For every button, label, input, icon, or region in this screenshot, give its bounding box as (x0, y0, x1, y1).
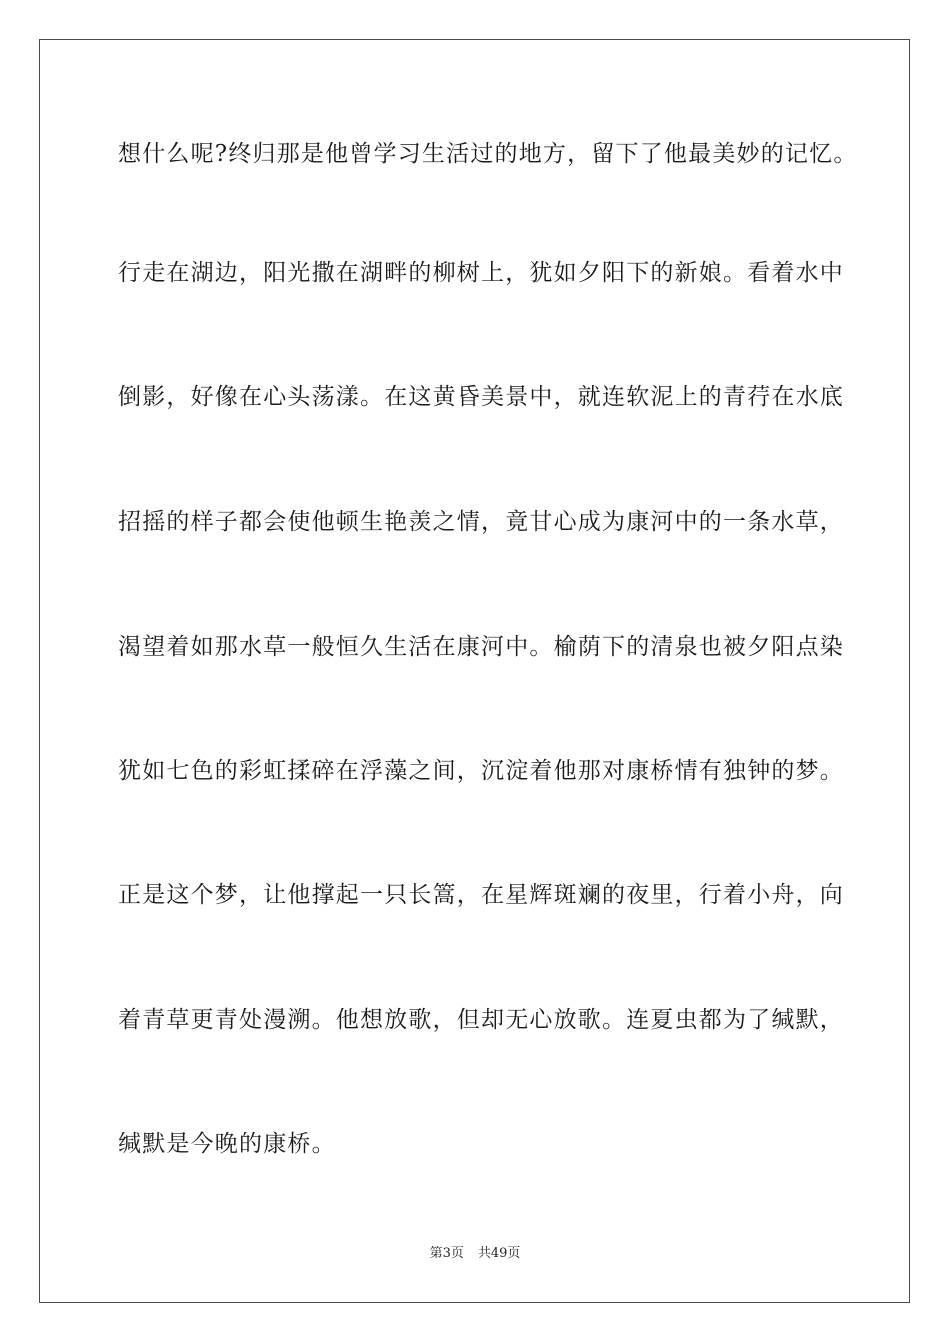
paragraph-line-3: 倒影，好像在心头荡漾。在这黄昏美景中，就连软泥上的青荇在水底 (118, 384, 844, 410)
paragraph-line-7: 正是这个梦，让他撑起一只长篙，在星辉斑斓的夜里，行着小舟，向 (118, 882, 844, 908)
paragraph-line-4: 招摇的样子都会使他顿生艳羡之情，竟甘心成为康河中的一条水草， (118, 509, 844, 535)
total-page-count: 共49页 (477, 1246, 521, 1261)
paragraph-line-2: 行走在湖边，阳光撒在湖畔的柳树上，犹如夕阳下的新娘。看着水中 (118, 260, 844, 286)
page-footer (0, 1245, 950, 1263)
paragraph-line-9: 缄默是今晚的康桥。 (118, 1131, 336, 1157)
paragraph-line-1: 想什么呢?终归那是他曾学习生活过的地方，留下了他最美妙的记忆。 (118, 141, 858, 167)
page-border (39, 39, 910, 1303)
paragraph-line-6: 犹如七色的彩虹揉碎在浮藻之间，沉淀着他那对康桥情有独钟的梦。 (118, 758, 844, 784)
paragraph-line-8: 着青草更青处漫溯。他想放歌，但却无心放歌。连夏虫都为了缄默， (118, 1007, 844, 1033)
current-page-number: 第3页 (429, 1246, 464, 1261)
paragraph-line-5: 渴望着如那水草一般恒久生活在康河中。榆荫下的清泉也被夕阳点染 (118, 634, 844, 660)
